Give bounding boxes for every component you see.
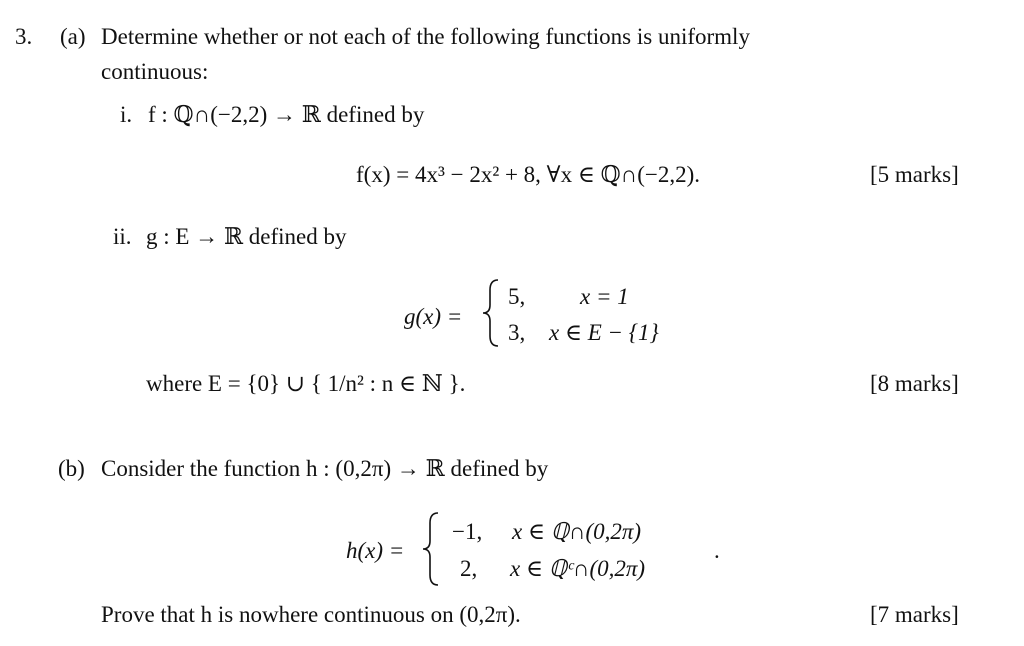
g-piecewise-brace <box>480 278 502 348</box>
h-lhs: h(x) = <box>346 538 405 563</box>
part-a-label: (a) <box>60 24 86 49</box>
item-ii-where-clause: where E = {0} ∪ { 1/n² : n ∈ ℕ }. <box>146 371 466 396</box>
part-a-intro-line1: Determine whether or not each of the following functions is uniformly <box>101 24 750 49</box>
part-b-intro: Consider the function h : (0,2π) → ℝ defined by <box>101 456 549 481</box>
question-number: 3. <box>15 24 33 49</box>
h-case1-value: −1, <box>452 519 483 544</box>
item-i-definition: f : ℚ∩(−2,2) → ℝ defined by <box>148 102 425 127</box>
part-a-intro-line2: continuous: <box>101 59 209 84</box>
g-case2-condition: x ∈ E − {1} <box>549 320 659 345</box>
g-case1-condition: x = 1 <box>580 284 629 309</box>
part-b-marks: [7 marks] <box>870 602 959 627</box>
g-case2-value: 3, <box>508 320 526 345</box>
h-trailing-dot: . <box>714 538 720 563</box>
item-ii-definition: g : E → ℝ defined by <box>146 224 347 249</box>
h-piecewise-brace <box>420 511 442 587</box>
h-case2-condition: x ∈ ℚᶜ∩(0,2π) <box>510 556 646 581</box>
h-case2-value: 2, <box>460 556 478 581</box>
g-lhs: g(x) = <box>404 304 463 329</box>
item-i-formula: f(x) = 4x³ − 2x² + 8, ∀x ∈ ℚ∩(−2,2). <box>356 162 701 187</box>
h-case1-condition: x ∈ ℚ∩(0,2π) <box>512 519 642 544</box>
item-i-marks: [5 marks] <box>870 162 959 187</box>
part-b-prove-statement: Prove that h is nowhere continuous on (0,2π). <box>101 602 521 627</box>
item-i-label: i. <box>120 102 133 127</box>
g-case1-value: 5, <box>508 284 526 309</box>
part-b-label: (b) <box>58 456 85 481</box>
item-ii-label: ii. <box>113 224 132 249</box>
item-ii-marks: [8 marks] <box>870 371 959 396</box>
